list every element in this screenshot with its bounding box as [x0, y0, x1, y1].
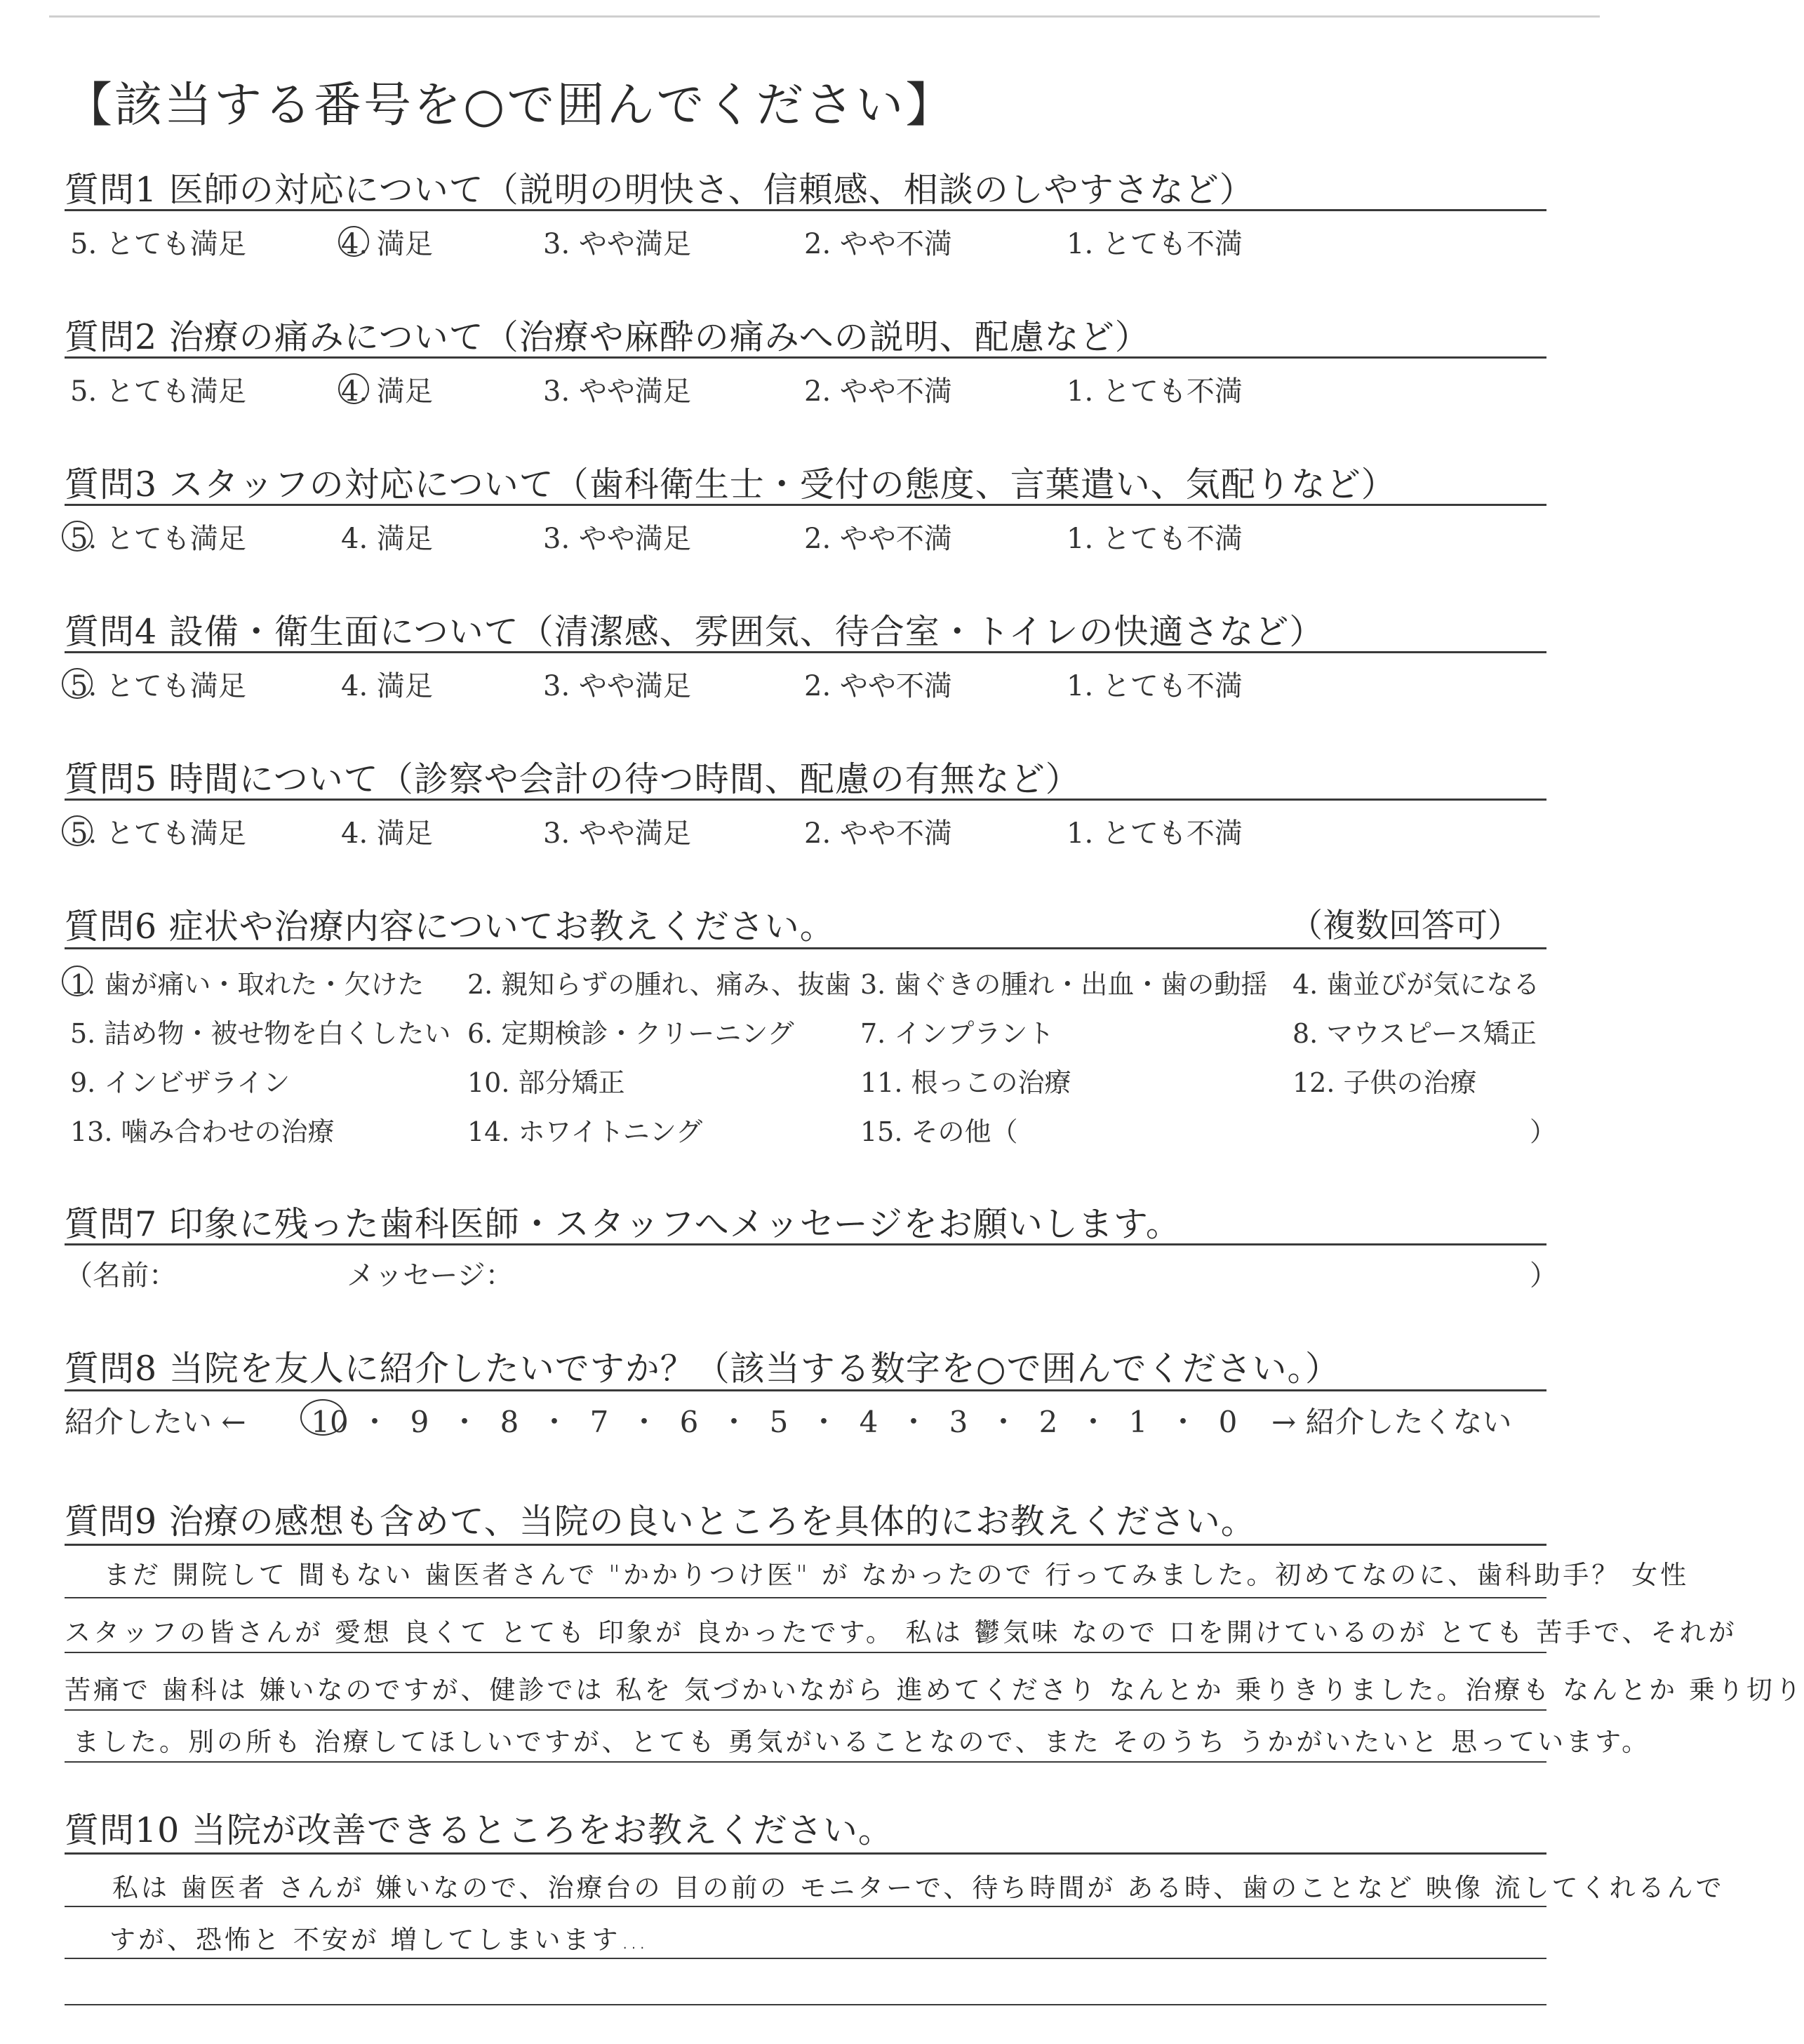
q6-option-7[interactable]: 7. インプラント: [860, 1018, 1055, 1049]
q4-option-3[interactable]: 3. やや満足: [543, 670, 691, 702]
q6-option-14[interactable]: 14. ホワイトニング: [467, 1116, 703, 1147]
q8-scale-value[interactable]: 7: [589, 1405, 609, 1439]
q5-option-3[interactable]: 3. やや満足: [543, 817, 691, 850]
q10-writing-line: [65, 1906, 1546, 1907]
q3-option-3[interactable]: 3. やや満足: [543, 523, 691, 555]
q7-rule: [65, 1243, 1546, 1245]
q6-multiple-answer-note: （複数回答可）: [1290, 907, 1521, 945]
q2-rule: [65, 356, 1546, 359]
q9-title: 質問9 治療の感想も含めて、当院の良いところを具体的にお教えください。: [65, 1502, 1256, 1542]
q8-scale-dot: ・: [539, 1405, 569, 1439]
q6-other-close-paren: ）: [1530, 1116, 1557, 1147]
q1-option-5[interactable]: 5. とても満足: [70, 228, 246, 260]
q10-writing-line: [65, 2004, 1546, 2005]
q8-scale-value[interactable]: 9: [410, 1405, 429, 1439]
q6-option-1[interactable]: 1. 歯が痛い・取れた・欠けた: [70, 969, 425, 1000]
q3-option-2[interactable]: 2. やや不満: [804, 523, 952, 555]
q8-scale-value[interactable]: 4: [859, 1405, 878, 1439]
q9-answer-line-2: スタッフの皆さんが 愛想 良くて とても 印象が 良かったです。 私は 鬱気味 なので 口を開けているのが とても 苦手で、それが: [65, 1617, 1737, 1648]
q10-rule: [65, 1852, 1546, 1855]
q4-option-4[interactable]: 4. 満足: [341, 670, 433, 702]
q3-title: 質問3 スタッフの対応について（歯科衛生士・受付の態度、言葉遣い、気配りなど）: [65, 465, 1396, 505]
q4-option-1[interactable]: 1. とても不満: [1067, 670, 1243, 702]
q8-scale-value[interactable]: 8: [500, 1405, 519, 1439]
q9-answer-line-4: ました。別の所も 治療してほしいですが、とても 勇気がいることなので、また そのうち うかがいたいと 思っています。: [73, 1727, 1651, 1757]
q4-selected-circle: [62, 668, 93, 699]
q6-rule: [65, 947, 1546, 949]
q8-scale-dot: ・: [629, 1405, 659, 1439]
q8-scale-value[interactable]: 1: [1128, 1405, 1148, 1439]
q2-option-1[interactable]: 1. とても不満: [1067, 375, 1243, 408]
q6-option-13[interactable]: 13. 噛み合わせの治療: [70, 1116, 335, 1147]
q6-option-9[interactable]: 9. インビザライン: [70, 1067, 290, 1098]
q8-scale-value[interactable]: 0: [1218, 1405, 1238, 1439]
q7-message-label: メッセージ：: [347, 1260, 514, 1292]
q6-option-8[interactable]: 8. マウスピース矯正: [1292, 1018, 1537, 1049]
q8-scale-value[interactable]: 5: [769, 1405, 789, 1439]
q6-option-3[interactable]: 3. 歯ぐきの腫れ・出血・歯の動揺: [860, 969, 1268, 1000]
q1-option-3[interactable]: 3. やや満足: [543, 228, 691, 260]
q9-writing-line: [65, 1597, 1546, 1598]
q4-title: 質問4 設備・衛生面について（清潔感、雰囲気、待合室・トイレの快適さなど）: [65, 612, 1325, 652]
q8-scale-dot: ・: [988, 1405, 1018, 1439]
q8-left-label: 紹介したい ←: [65, 1405, 246, 1439]
q6-option-10[interactable]: 10. 部分矯正: [467, 1067, 625, 1098]
q7-title: 質問7 印象に残った歯科医師・スタッフへメッセージをお願いします。: [65, 1204, 1181, 1244]
q8-scale-dot: ・: [449, 1405, 479, 1439]
q2-option-5[interactable]: 5. とても満足: [70, 375, 246, 408]
q9-writing-line: [65, 1652, 1546, 1653]
q1-selected-circle: [338, 226, 369, 257]
q6-title: 質問6 症状や治療内容についてお教えください。: [65, 907, 835, 947]
q4-option-5[interactable]: 5. とても満足: [70, 670, 246, 702]
q8-scale-dot: ・: [1078, 1405, 1108, 1439]
q10-writing-line: [65, 1958, 1546, 1959]
q8-scale-dot: ・: [898, 1405, 928, 1439]
q8-scale-dot: ・: [719, 1405, 749, 1439]
q6-option-5[interactable]: 5. 詰め物・被せ物を白くしたい: [70, 1018, 451, 1049]
q1-title: 質問1 医師の対応について（説明の明快さ、信頼感、相談のしやすさなど）: [65, 170, 1255, 210]
q7-name-label: （名前：: [65, 1260, 177, 1292]
q6-selected-circle: [62, 966, 93, 996]
q8-scale-value[interactable]: 6: [679, 1405, 699, 1439]
q6-option-12[interactable]: 12. 子供の治療: [1292, 1067, 1477, 1098]
q9-writing-line: [65, 1709, 1546, 1711]
q8-right-label: → 紹介したくない: [1271, 1405, 1512, 1439]
q8-rule: [65, 1389, 1546, 1391]
q10-answer-line-2: すが、恐怖と 不安が 増してしまいます…: [109, 1925, 650, 1955]
q2-selected-circle: [338, 373, 369, 404]
q6-option-2[interactable]: 2. 親知らずの腫れ、痛み、抜歯: [467, 969, 851, 1000]
q1-option-2[interactable]: 2. やや不満: [804, 228, 952, 260]
q8-scale-dot: ・: [359, 1405, 389, 1439]
q5-option-4[interactable]: 4. 満足: [341, 817, 433, 850]
q6-option-15-other[interactable]: 15. その他（: [860, 1116, 1018, 1147]
top-edge-line: [49, 15, 1600, 18]
q9-answer-line-1: まだ 開院して 間もない 歯医者さんで "かかりつけ医" が なかったので 行ってみました。初めてなのに、歯科助手？ 女性: [104, 1560, 1690, 1590]
q8-scale-dot: ・: [1168, 1405, 1198, 1439]
q5-option-2[interactable]: 2. やや不満: [804, 817, 952, 850]
q8-scale-dot: ・: [808, 1405, 838, 1439]
q8-scale[interactable]: [307, 1399, 1250, 1441]
q2-option-4[interactable]: 4. 満足: [341, 375, 433, 408]
q6-option-4[interactable]: 4. 歯並びが気になる: [1292, 969, 1540, 1000]
q8-scale-value[interactable]: 2: [1038, 1405, 1058, 1439]
instruction-header: 【該当する番号を○で囲んでください】: [65, 78, 956, 133]
q6-option-11[interactable]: 11. 根っこの治療: [860, 1067, 1071, 1098]
q8-scale-value[interactable]: 10: [311, 1405, 349, 1439]
q3-selected-circle: [62, 521, 93, 552]
q5-rule: [65, 799, 1546, 801]
q10-title: 質問10 当院が改善できるところをお教えください。: [65, 1810, 893, 1850]
q5-option-1[interactable]: 1. とても不満: [1067, 817, 1243, 850]
q5-selected-circle: [62, 815, 93, 846]
q6-option-6[interactable]: 6. 定期検診・クリーニング: [467, 1018, 794, 1049]
q3-rule: [65, 504, 1546, 506]
q3-option-4[interactable]: 4. 満足: [341, 523, 433, 555]
q9-rule: [65, 1544, 1546, 1546]
q10-answer-line-1: 私は 歯医者 さんが 嫌いなので、治療台の 目の前の モニターで、待ち時間が ある時、歯のことなど 映像 流してくれるんで: [112, 1873, 1725, 1903]
q2-title: 質問2 治療の痛みについて（治療や麻酔の痛みへの説明、配慮など）: [65, 317, 1150, 357]
q7-close-paren: ）: [1530, 1260, 1558, 1292]
q3-option-1[interactable]: 1. とても不満: [1067, 523, 1243, 555]
q4-rule: [65, 651, 1546, 653]
q5-title: 質問5 時間について（診察や会計の待つ時間、配慮の有無など）: [65, 759, 1081, 799]
q1-option-1[interactable]: 1. とても不満: [1067, 228, 1243, 260]
q9-answer-line-3: 苦痛で 歯科は 嫌いなのですが、健診では 私を 気づかいながら 進めてくださり なんとか 乗りきりました。治療も なんとか 乗り切り: [65, 1675, 1804, 1705]
q2-option-2[interactable]: 2. やや不満: [804, 375, 952, 408]
q2-option-3[interactable]: 3. やや満足: [543, 375, 691, 408]
q8-title: 質問8 当院を友人に紹介したいですか？（該当する数字を○で囲んでください。）: [65, 1349, 1341, 1389]
q5-option-5[interactable]: 5. とても満足: [70, 817, 246, 850]
q1-rule: [65, 209, 1546, 211]
q1-option-4[interactable]: 4. 満足: [341, 228, 433, 260]
q3-option-5[interactable]: 5. とても満足: [70, 523, 246, 555]
q9-writing-line: [65, 1761, 1546, 1763]
q8-scale-value[interactable]: 3: [949, 1405, 968, 1439]
q4-option-2[interactable]: 2. やや不満: [804, 670, 952, 702]
